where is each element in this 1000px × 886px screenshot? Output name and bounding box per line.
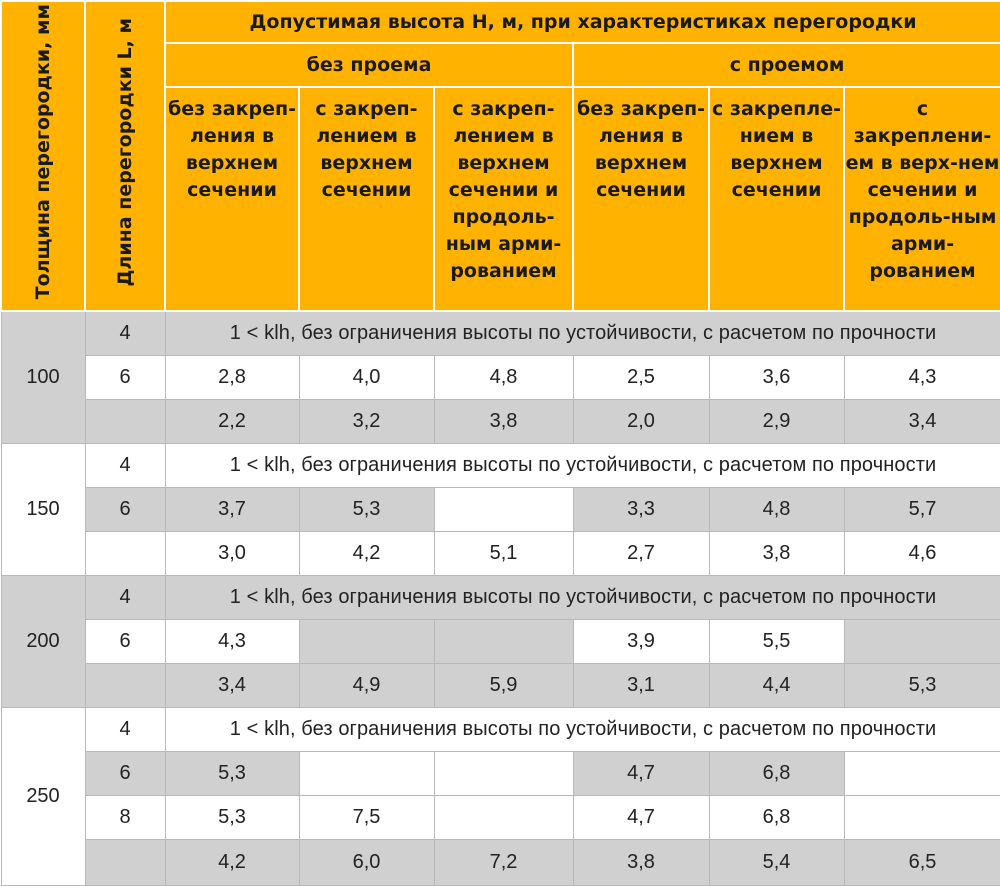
value-cell: 5,9 [434, 663, 573, 707]
length-cell [85, 399, 165, 443]
value-cell: 4,8 [709, 487, 844, 531]
value-cell [844, 619, 1000, 663]
length-cell: 6 [85, 751, 165, 795]
header-height-title: Допустимая высота Н, м, при характеристиках перегородки [165, 1, 1000, 43]
header-col-3: с закреп-лением в верхнем сечении и продоль-ным арми-рованием [434, 87, 573, 311]
value-cell: 5,3 [165, 751, 299, 795]
length-cell: 4 [85, 575, 165, 619]
value-cell: 3,2 [299, 399, 434, 443]
table-row [1, 751, 1000, 795]
length-cell: 6 [85, 619, 165, 663]
header-col-4: без закреп-ления в верхнем сечении [573, 87, 709, 311]
length-cell: 6 [85, 355, 165, 399]
length-cell: 4 [85, 707, 165, 751]
value-cell: 3,8 [573, 839, 709, 885]
value-cell: 6,8 [709, 751, 844, 795]
value-cell: 5,1 [434, 531, 573, 575]
thickness-cell: 150 [1, 443, 85, 575]
table-row [1, 663, 1000, 707]
thickness-cell: 200 [1, 575, 85, 707]
thickness-cell: 100 [1, 311, 85, 443]
value-cell: 4,8 [434, 355, 573, 399]
header-thickness [1, 1, 85, 311]
value-cell: 3,8 [709, 531, 844, 575]
value-cell: 7,5 [299, 795, 434, 839]
value-cell: 5,3 [165, 795, 299, 839]
value-cell: 4,7 [573, 795, 709, 839]
value-cell: 5,4 [709, 839, 844, 885]
length-cell: 4 [85, 443, 165, 487]
value-cell: 5,3 [299, 487, 434, 531]
table-row [1, 707, 1000, 751]
value-cell: 3,6 [709, 355, 844, 399]
header-col-6: с закреплени-ем в верх-нем сечении и продоль-ным арми-рованием [844, 87, 1000, 311]
value-cell: 4,9 [299, 663, 434, 707]
value-cell: 3,8 [434, 399, 573, 443]
length-cell: 8 [85, 795, 165, 839]
header-col-1: без закреп-ления в верхнем сечении [165, 87, 299, 311]
value-cell: 4,2 [165, 839, 299, 885]
value-cell: 2,0 [573, 399, 709, 443]
value-cell: 4,3 [844, 355, 1000, 399]
table-row [1, 839, 1000, 885]
stability-note: 1 < klh, без ограничения высоты по устойчивости, с расчетом по прочности [165, 707, 1000, 751]
value-cell: 4,0 [299, 355, 434, 399]
header-no-opening: без проема [165, 43, 573, 87]
value-cell: 4,7 [573, 751, 709, 795]
table-row [1, 795, 1000, 839]
value-cell: 3,7 [165, 487, 299, 531]
value-cell: 3,0 [165, 531, 299, 575]
value-cell [844, 751, 1000, 795]
value-cell: 6,5 [844, 839, 1000, 885]
value-cell [844, 795, 1000, 839]
stability-note: 1 < klh, без ограничения высоты по устойчивости, с расчетом по прочности [165, 311, 1000, 355]
header-length-label: Длина перегородки L, м [113, 17, 136, 287]
header-thickness-label: Толщина перегородки, мм [31, 4, 54, 300]
value-cell [299, 751, 434, 795]
table-row [1, 443, 1000, 487]
value-cell: 5,3 [844, 663, 1000, 707]
value-cell: 3,1 [573, 663, 709, 707]
stability-note: 1 < klh, без ограничения высоты по устойчивости, с расчетом по прочности [165, 443, 1000, 487]
length-cell [85, 531, 165, 575]
value-cell [434, 795, 573, 839]
value-cell: 5,7 [844, 487, 1000, 531]
value-cell: 3,4 [165, 663, 299, 707]
table-row [1, 487, 1000, 531]
value-cell: 7,2 [434, 839, 573, 885]
value-cell: 2,7 [573, 531, 709, 575]
table-row [1, 311, 1000, 355]
value-cell [434, 487, 573, 531]
value-cell: 5,5 [709, 619, 844, 663]
length-cell: 4 [85, 311, 165, 355]
value-cell: 2,2 [165, 399, 299, 443]
thickness-cell: 250 [1, 707, 85, 885]
length-cell [85, 663, 165, 707]
value-cell: 2,9 [709, 399, 844, 443]
value-cell: 3,4 [844, 399, 1000, 443]
table-row [1, 619, 1000, 663]
value-cell: 2,5 [573, 355, 709, 399]
stability-note: 1 < klh, без ограничения высоты по устойчивости, с расчетом по прочности [165, 575, 1000, 619]
header-with-opening: с проемом [573, 43, 1000, 87]
value-cell: 4,3 [165, 619, 299, 663]
table-row [1, 531, 1000, 575]
value-cell: 3,3 [573, 487, 709, 531]
length-cell [85, 839, 165, 885]
value-cell: 3,9 [573, 619, 709, 663]
value-cell [434, 619, 573, 663]
value-cell: 6,0 [299, 839, 434, 885]
header-col-5: с закрепле-нием в верхнем сечении [709, 87, 844, 311]
value-cell: 6,8 [709, 795, 844, 839]
value-cell: 4,4 [709, 663, 844, 707]
header-col-2: с закреп-лением в верхнем сечении [299, 87, 434, 311]
length-cell: 6 [85, 487, 165, 531]
value-cell: 2,8 [165, 355, 299, 399]
header-length [85, 1, 165, 311]
value-cell: 4,2 [299, 531, 434, 575]
value-cell: 4,6 [844, 531, 1000, 575]
value-cell [434, 751, 573, 795]
table-row [1, 575, 1000, 619]
table-row [1, 399, 1000, 443]
value-cell [299, 619, 434, 663]
table-row [1, 355, 1000, 399]
